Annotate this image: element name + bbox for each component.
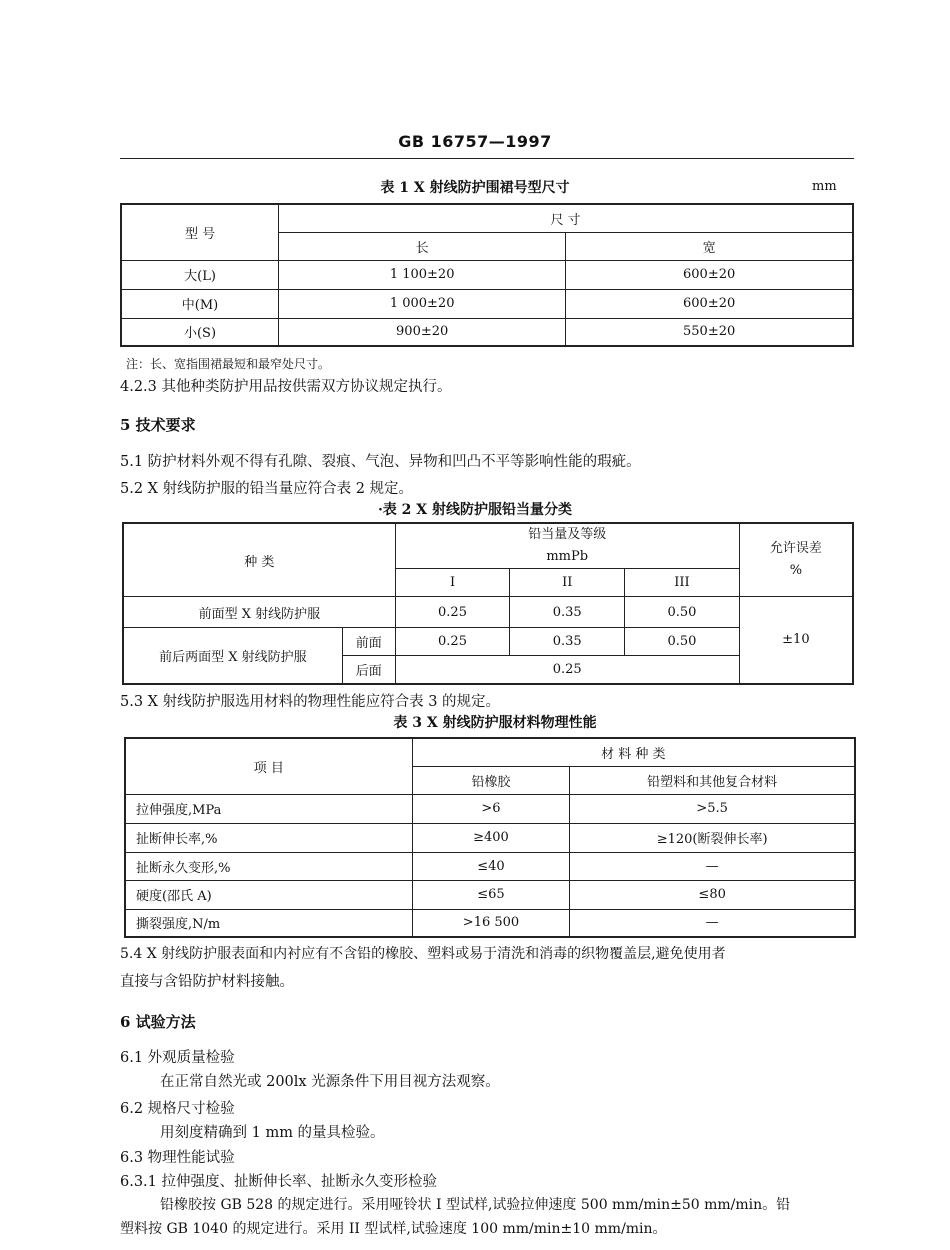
table-row (121, 289, 853, 318)
paragraph-5-3: 5.3 X 射线防护服选用材料的物理性能应符合表 3 的规定。 (120, 694, 501, 710)
table3-cell-item: 扯断永久变形,% (125, 852, 412, 880)
paragraph-4-2-3: 4.2.3 其他种类防护用品按供需双方协议规定执行。 (120, 379, 452, 395)
table2-header-tolerance (739, 523, 853, 597)
table-row (121, 318, 853, 346)
table2-grade-1: I (395, 569, 510, 597)
table1-cell-width: 600±20 (566, 260, 853, 289)
section-5-title: 5 技术要求 (120, 416, 196, 434)
table1-cell-type: 大(L) (121, 260, 279, 289)
table3-cell-rubber: ≥400 (412, 823, 570, 852)
table2-header-kind: 种 类 (123, 523, 395, 597)
table3-cell-item: 拉伸强度,MPa (125, 794, 412, 823)
table3-cell-rubber: >16 500 (412, 909, 570, 937)
table2-cell: 0.35 (510, 628, 625, 656)
header-rule (120, 158, 854, 159)
table2-row2-front: 前面 (342, 628, 395, 656)
table1-cell-length: 900±20 (279, 318, 566, 346)
table2-cell: 0.25 (395, 597, 510, 628)
section-6-title: 6 试验方法 (120, 1013, 196, 1031)
table1-cell-length: 1 000±20 (279, 289, 566, 318)
table3-cell-rubber: ≤40 (412, 852, 570, 880)
table1-header-length: 长 (279, 232, 566, 260)
table3-cell-plastic: — (570, 852, 855, 880)
table3-cell-rubber: ≤65 (412, 880, 570, 909)
table1 (120, 203, 854, 347)
subsection-6-3: 6.3 物理性能试验 (120, 1150, 235, 1166)
table3-cell-item: 硬度(邵氏 A) (125, 880, 412, 909)
table2-cell: 0.25 (395, 628, 510, 656)
table2-header-lead (395, 523, 739, 569)
table2-header-lead-label: 铅当量及等级 (528, 527, 607, 542)
table1-header-type: 型 号 (121, 204, 279, 260)
table1-header-size: 尺 寸 (279, 204, 853, 232)
table1-unit: mm (812, 179, 837, 194)
subsection-6-1: 6.1 外观质量检验 (120, 1050, 235, 1066)
table2-cell: 0.35 (510, 597, 625, 628)
table2-back-value: 0.25 (395, 656, 739, 684)
table1-cell-width: 600±20 (566, 289, 853, 318)
subsection-6-2-body: 用刻度精确到 1 mm 的量具检验。 (160, 1125, 385, 1141)
table1-header-width: 宽 (566, 232, 853, 260)
subsection-6-2: 6.2 规格尺寸检验 (120, 1101, 235, 1117)
table2-row2-label: 前后两面型 X 射线防护服 (123, 628, 342, 684)
table1-cell-width: 550±20 (566, 318, 853, 346)
table2-header-lead-unit: mmPb (546, 549, 589, 564)
table-row (125, 852, 855, 880)
table2-row1-label: 前面型 X 射线防护服 (123, 597, 395, 628)
table2-header-tolerance-unit: % (789, 563, 803, 578)
subsection-6-1-body: 在正常自然光或 200lx 光源条件下用目视方法观察。 (160, 1074, 500, 1090)
table2 (122, 522, 854, 685)
paragraph-5-4-line1: 5.4 X 射线防护服表面和内衬应有不含铅的橡胶、塑料或易于清洗和消毒的织物覆盖层,避免使用者 (120, 946, 726, 962)
table2-tolerance-value: ±10 (739, 597, 853, 684)
table1-cell-length: 1 100±20 (279, 260, 566, 289)
subsection-6-3-1-line1: 铅橡胶按 GB 528 的规定进行。采用哑铃状 I 型试样,试验拉伸速度 500 mm/min±50 mm/min。铅 (160, 1197, 791, 1213)
table3-cell-item: 撕裂强度,N/m (125, 909, 412, 937)
table2-grade-3: III (625, 569, 740, 597)
table-row (125, 823, 855, 852)
subsection-6-3-1-line2: 塑料按 GB 1040 的规定进行。采用 II 型试样,试验速度 100 mm/min±10 mm/min。 (120, 1221, 667, 1237)
table-row (123, 597, 853, 628)
table-row (121, 260, 853, 289)
table3-cell-item: 扯断伸长率,% (125, 823, 412, 852)
table2-cell: 0.50 (625, 628, 740, 656)
paragraph-5-4-line2: 直接与含铅防护材料接触。 (120, 974, 294, 990)
table2-grade-2: II (510, 569, 625, 597)
standard-number: GB 16757—1997 (398, 132, 552, 151)
table3-header-rubber: 铅橡胶 (412, 766, 570, 794)
table3-cell-rubber: >6 (412, 794, 570, 823)
table2-cell: 0.50 (625, 597, 740, 628)
table3-header-plastic: 铅塑料和其他复合材料 (570, 766, 855, 794)
table1-caption: 表 1 X 射线防护围裙号型尺寸 (380, 180, 570, 196)
table3-caption: 表 3 X 射线防护服材料物理性能 (393, 715, 597, 731)
table3 (124, 737, 856, 938)
table1-note: 注：长、宽指围裙最短和最窄处尺寸。 (126, 357, 331, 371)
table3-cell-plastic: >5.5 (570, 794, 855, 823)
paragraph-5-1: 5.1 防护材料外观不得有孔隙、裂痕、气泡、异物和凹凸不平等影响性能的瑕疵。 (120, 454, 641, 470)
table3-header-material: 材 料 种 类 (412, 738, 855, 766)
paragraph-5-2: 5.2 X 射线防护服的铅当量应符合表 2 规定。 (120, 481, 414, 497)
table-row (125, 909, 855, 937)
table1-cell-type: 中(M) (121, 289, 279, 318)
table3-cell-plastic: — (570, 909, 855, 937)
table2-row2-back: 后面 (342, 656, 395, 684)
table-row (125, 880, 855, 909)
table1-cell-type: 小(S) (121, 318, 279, 346)
table3-cell-plastic: ≤80 (570, 880, 855, 909)
table3-cell-plastic: ≥120(断裂伸长率) (570, 823, 855, 852)
subsection-6-3-1: 6.3.1 拉伸强度、扯断伸长率、扯断永久变形检验 (120, 1174, 438, 1190)
table-row (125, 794, 855, 823)
table2-header-tolerance-label: 允许误差 (769, 541, 822, 556)
table2-caption: ·表 2 X 射线防护服铅当量分类 (377, 502, 573, 518)
table3-header-item: 项 目 (125, 738, 412, 794)
